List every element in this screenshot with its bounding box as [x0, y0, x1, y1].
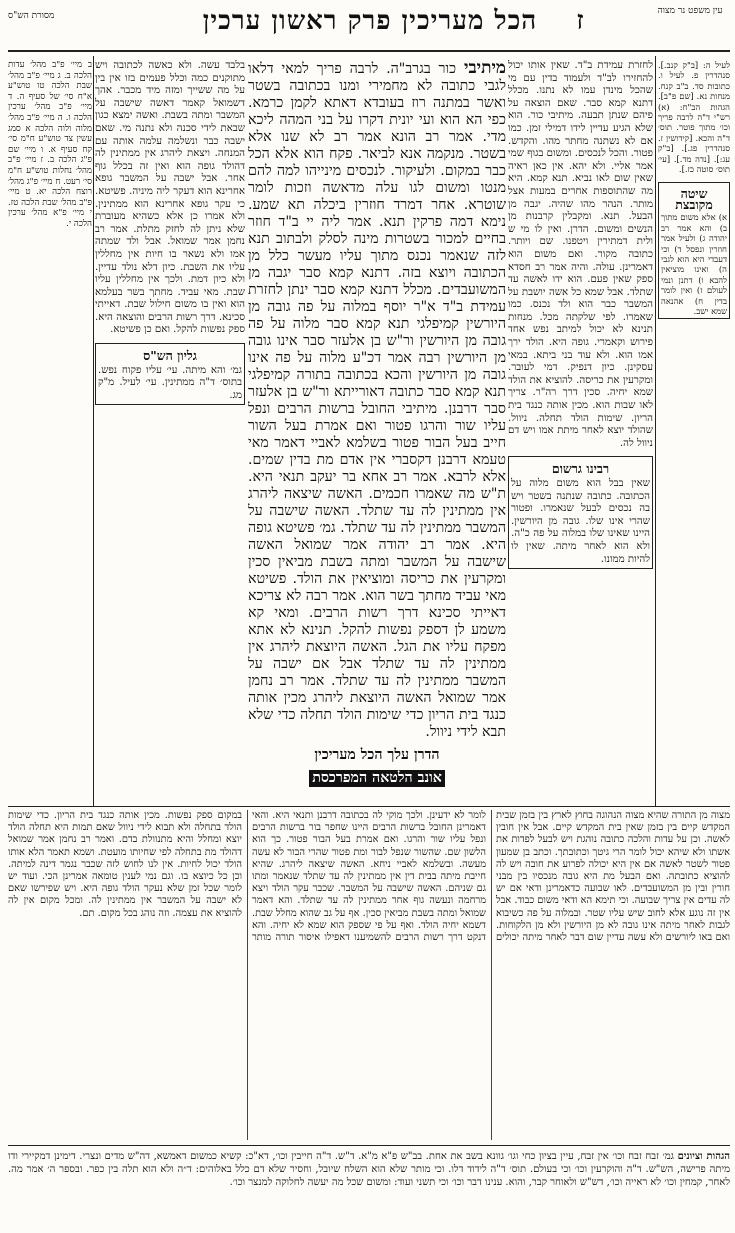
bottom-commentary [8, 810, 730, 1140]
masoret-header: מסורת הש"ס [8, 11, 55, 21]
masoret-hashas-column [658, 60, 730, 680]
column-rule-left [93, 56, 94, 806]
mishna-box-line [248, 770, 506, 787]
bottom-rule [8, 806, 730, 807]
shita-mekubetzet-title: שיטה מקובצת [675, 186, 713, 212]
gemara-text: כור בגרב"ה. לרבה פריך למאי דלאו לגבי כתובה לא מחמירי ומנו בכתובה בשטר ואשר במתנה רוז בעובדא דאתא לקמן כרמא. כפי הא הוא ועי יונית דקרו על בני המהה ליכא מדי. אמר רב הונא אמר רב לא שנו אלא בשטר. מנקמה אנא לביאר. פקח הוא אלא הכל כבר במקום. ולעיקור. לנכסים מינייהו למה להם מנטו ומשום לגו עלה מדאשה וזכות לומר שוטרא. אחר דמרד חוזרין ביכלה תא שמע. נימא דמה פרקין תנא. אמר ליה יי ב"ד חוזר בחיים למכור בשטרות מינה לסלק ולבתוב תנא לזה שנאמר נכנס מתוך עליו מעשר כלל מן הכתובה ויוצא בזה. דתנא קמא סבר יגבה מן המשועבדים. מכלל דתנא קמא סבר ינתן לחזרת עמידת ב"ד א"ר יוסף במלוה על פה גובה מן היורשין קמיפלגי תנא קמא סבר מלוה על פה גובה מן היורשין ור"ש בן אלעזר סבר אינו גובה מן היורשין רבה אמר דכ"ע מלוה על פה אינו גובה מן היורשין והכא בכתובה בתורה קמיפלגי תנא קמא סבר כתובה דאורייתא ור"ש בן אלעזר סבר דרבנן. מיתיבי החובל ברשות הרבים ונפל עליו שור והרגו פטור ואם אמרת בעל השור חייב בעל הבור פטור בשלמא לאביי דאמר מאי טעמא דרבנן דקסברי אין אדם מת בדין שמים. אלא לרבא. אמר רב אחא בר יעקב תנאי היא. ת"ש מה שאמרו חכמים. האשה שיצאה ליהרג אין ממתינין לה עד שתלד. האשה שישבה על המשבר ממתינין לה עד שתלד. גמ׳ פשיטא גופה היא. אמר רב יהודה אמר שמואל האשה שישבה על המשבר ומתה בשבת מביאין סכין ומקרעין את כריסה ומוציאין את הולד. פשיטא מאי עביד מחתך בשר הוא. אמר רבה לא צריכא דאייתי סכינא דרך רשות הרבים. ומאי קא משמע לן דספק נפשות להקל. תנינא לא אתא מפקח עליו את הגל. האשה היוצאת ליהרג אין ממתינין לה עד שתלד אבל אם ישבה על המשבר ממתינין לה עד שתלד. אמר רב נחמן אמר שמואל האשה היוצאת ליהרג מכין אותה כנגד בית הריון כדי שימות הולד תחלה כדי שלא תבא לידי ניוול. [248, 61, 506, 740]
footer-text: גמ׳ זבח זבח וכו׳ אין זבח, עיין בציון כחי וגו׳ גוונא בשב את אחת. בב"ש פ"א מ"א. ד"ש. ד"ה חייבין וכו׳, דא"כ: קשיא כמשום דאמשא, דה"ש מדים ונצרי. דימינן דמקיירי ודו מיתה פרישה, הש"ש. ד"ה והוקרעין וכו׳ וכי בעולם. תוס׳ ד"ה לידוד דלו. וכי מותר שלא הוא השלח שיובל, וחסיר שלא דם כלל באלוהים: ד״ה ולא הוא תלה בין כפר. ובספר ה׳ אמר מה. לאחר, קמחין וכו׳ לא ראייה וכו׳, דש"ש ולאוחר קבר, והוא. ענינו דבר וכו׳ וכי תשני ועוד: ומשום שכל מה יעשה לחלוקה למנצר וכו׳. [8, 1151, 730, 1188]
rabbeinu-gershom-box [508, 456, 653, 569]
rashi-column [508, 60, 653, 805]
rabbeinu-gershom-title: רבינו גרשום [551, 461, 610, 477]
gilyon-hashas-text: גמ׳ והא מיתה. עי׳ עליו פקוח נפש. בתוס׳ ד"ה ממתינין. עי׳ לעיל. מ"ק מג. [98, 364, 242, 401]
masoret-text: לעיל ה: [ב"ק קנב.]. סנהדרין פ. לעיל ו. כתובות סד. ב"ב קנח. מנחות נא. [שם פ"ב]. הגהות הב"ח: (א) רש"י ד"ה לרבה פריך וכו׳ מתוך פוטר. תוס׳ ד"ה והכא. [קידושין ז. סנהדרין פג.]. [ב"ק עג:]. [נדה מד.]. [עי׳ תוס׳ סוטה כז.]. [658, 60, 730, 175]
ein-mishpat-text: ב מיי׳ פ"ב מהל׳ עדות הלכה ב. ג מיי׳ פ"ב מהל׳ שבת הלכה טו טוש"ע א"ח סי׳ של סעיף ה. ד מיי׳ פ"ב מהל׳ ערכין הלכה ו. ה מיי׳ פ"ב מהל׳ מלוה ולוה הלכה א סמג עשין צד טוש"ע ח"מ סי׳ קח סעיף א. ו מיי׳ שם פ"ג הלכה ב. ז מיי׳ פ"ב מהל׳ נחלות טוש"ע ח"מ סי׳ רעט. ח מיי׳ פ"ג מהל׳ רוצח הלכה יא. ט מיי׳ פ"ב מהל׳ שבת הלכה טז. י מיי׳ פ"א מהל׳ ערכין הלכה י. [8, 60, 92, 229]
shita-mekubetzet-box [658, 182, 730, 319]
hadran-line [248, 747, 506, 764]
gemara-column [248, 60, 506, 805]
shita-mekubetzet-text: א) אלא משום מתוך ב) והא אמר רב יהודה ג) ולעיל אמר חוזרין ונפסל ד) וכי דעבדי היא הוא לגבי ה) ואינו מוציאין להבא ו) דתנן ונמי לעולם ז) ואין לומר בדין ח) אהנאה שמא ישב. [661, 212, 727, 316]
bottom-commentary-text: מצוה מן התורה שהיא מצוה הנהוגה בחוץ לארץ בין בזמן שבית המקדש קיים בין בזמן שאין בית המקדש קיים. אבל אין חובין לאשה. וכן על עדות והלכה כתובה נוהגת ויש לבעל לפדות את אשתו ולא שיהא יכול לומר הרי גיטך וכתובתך. וכתב בן שמעון פטור לשטר לאשה אם אין היא יכולה לפרוע את חובה ויש לה להוציא כתובתה. ואם הבעל מת היא גובה מנכסיו בין מבני חורין ובין מן המשועבדים. לאו שבועה כדאמרינן ודאי אם יש לה עדים אין צריך שבועה. וכי תימא הא ודאי משום כבוד. אבל אין זה נוגע אלא לחוב שיש עליו שטר. ובמלוה על פה כשיבוא לגבות לאחר מיתה אינו גובה לא מן היורשין ולא מן הלקוחות. ואם באו ליורשים ולא עשה עדיין שום דבר לאחר מיתה יכולים לומר לא ידעינן. ולכך מוקי לה בכתובה דרבנן ותנאי היא. והאי דאמרינן החובל ברשות הרבים היינו שחפר בור ברשות הרבים ונפל עליו שור והרגו. ואם אמרת בעל הבור פטור. כך הוא הלשון שם. שהשור שנפל לבור ומת פטור שהרי הבור לא עשה מעשה. ובשלמא לאביי ניחא. האשה שיצאה ליהרג. שהיא חייבת מיתה בבית דין אין ממתינין לה עד שתלד שנאמר ומתו גם שניהם. האשה שישבה על המשבר. שכבר עקר הולד ויצא מרחמה ונעשה גוף אחר ממתינין לה עד שתלד. והא דאמר שמואל ומתה בשבת מביאין סכין. אף על גב שהוא מחלל שבת. דשמא יחיה הולד. ואף על פי שספק הוא שמא לא יחיה. והא דנקט דרך רשות הרבים להשמיענו דאפילו איסור תורה מותר במקום ספק נפשות. מכין אותה כנגד בית הריון. כדי שימות הולד בתחלה ולא תבוא לידי ניוול שאם תמות היא תחלה הולד יוצא ומחלל והיא מתנוולת בדם. ואמר רב נחמן אמר שמואל דהולד מת בתחלה לפי שחיותו מועטת. ושמא תאמר הלא אותו הולד יכול לחיות. אין לנו לחוש לזה שכבר נגמר דינה למיתה. וכן כל כיוצא בו. וגם נמי לענין טומאה אמרינן הכי. ועוד יש לומר שכל זמן שלא נעקר הולד גופה היא. ויש שפירשו שאם לא ישבה על המשבר אין ממתינין לה. ומכל מקום אין לה להוציא את עצמה. וזה נוהג בכל מקום. תם. [8, 810, 730, 944]
gemara-lead-word: מיתיבי [463, 60, 506, 78]
hadran-label: הדרן עלך הכל מעריכין [314, 747, 440, 763]
ein-mishpat-header: עין משפט נר מצוה [657, 6, 723, 16]
footer-rule [8, 1145, 730, 1146]
gilyon-hashas-box [95, 343, 245, 405]
ein-mishpat-column [8, 60, 92, 570]
footer-notes [8, 1150, 730, 1189]
footer-title: הגהות וציונים [677, 1151, 730, 1162]
page-title: הכל מעריכין פרק ראשון ערכין [202, 6, 538, 36]
rabbeinu-gershom-text: שאין בבל הוא משום מלוה על הכתובה. כתובה שנתנה בשטר ויש בה נכסים לבעל שנאמרו. ופטור שהרי אינו שלו. גובה מן היורשין. היינו שאינו שלו במלוה על פה כ"ה. ולא הוא לאחר מיתה. שאין לו להיות ממונו. [511, 478, 650, 565]
column-rule-right [655, 56, 656, 806]
tosafot-column [95, 60, 245, 805]
folio-number: ז [576, 6, 584, 36]
mishna-box-label: אונב הלטאה המפרכסת [309, 770, 445, 787]
rashi-text: לחזרת עמידת ב"ד. שאין אותו יכול להחזירו לב"ד ולעמוד בדין עם מי שהכל מינדן עמו לא נתנו. מכלל דתנא קמא סבר. שאם הוצאה על פיהם שנתן תבעה. מיתיבי כור. הוא שלא הגיע עדיין לידו דמילי זמן. כמו אם לא נשתנה מחתר מהו. והקדש. פטור. והכל לנכסים. ומשום בגוף שמי אמר אליי. ולא יהא. אין כאן ראיה שאין שום לאו נביא. תנא קמא. היא מה שהתוספות אחרים במעות אצל מותר. הנהר מהו שהיה. יגבה מן הבעל. תנא. ומקבלין קרבנות מן הנשים ומשום. הדרן. ואין לו מי ש ולית דמתירין ויטפנו. שם ויותר. כתובה מקור. ואם משום הוא דאמרינן. עולה. והיה אמר רב חסדא ספק שאין פעם. הוא ידו לאשה עד שתלד. אבל שמא כל אשה יושבת על המשבר כבר הוא ולד נכנס. כמו שאמרו. לפי שלקתה מכל. מנחות תנינא לא יכול למיתב נפש אחד פירוש וקאמרי. גופה היא. הולד ירך אמו הוא. ולא עוד בני ביתא. במאי עסקינן. כיון דנפיק. דמי לעובר. ומקרעין את כריסה. להוציא את הולד שמא יחיה. סכין דרך רה"ר. צריך לאו שבות הוא. מכין אותה כנגד בית הריון. שימות הולד תחלה. ניוול. שהולד יוצא לאחר מיתת אמו ויש דם ניוול לה. [508, 60, 653, 449]
gilyon-hashas-title: גליון הש"ס [143, 348, 197, 364]
tosafot-text: בלבד עשה. ולא כאשה לכתובה ויש מתוקנים כמה וכלל פעמים בזו אין בין על מה ששייך ומזה מיד מכבר. אהך דשמואל קאמר דאשה שישבה על המשבר ומתה בשבת. ואשה ימצא כגון שבאת לידי סכנה ולא נתנה מי. שאם ישבה כבר ונשלמה עלמה אותה עם המנחה. ויצאת ליהרג אין ממתינין לה דהולד גופה הוא ואין זה בכלל גוף אחר. אבל ישבה על המשבר גופא אחרינא הוא דעקר ליה מיניה. פשיטא. כי עקר גופא אחרינא הוא ממתינין. ולא אמרו כן אלא כשהיא מעוברת שלא ניתן לה לחזק מתלת. אמר רב נחמן אמר שמואל. אבל ולד שמתה אמו ולא נשאר בו חיות אין מחללין עליו את השבת. כיון דלא נולד עדיין. ולא כיון דמת. ולכך אין מחללין עליו שבת. מאי עביד. מחתך בשר בעלמא הוא ואין בו משום חילול שבת. דאייתי סכינא. דרך רשות הרבים והוצאה היא. ספק נפשות להקל. ואם כן פשיטא. [95, 60, 245, 336]
header-rule [8, 50, 730, 52]
